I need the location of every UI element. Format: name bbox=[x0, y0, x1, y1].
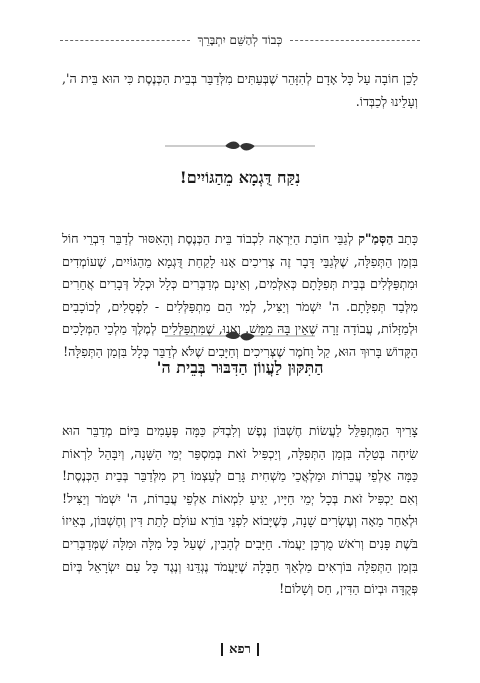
ornament-divider bbox=[165, 139, 315, 153]
running-title: כְּבוֹד לְהַשֵּׁם יִתְבָּרֵךְ bbox=[197, 32, 283, 47]
source-name-bold: הַסְּמַ"ק bbox=[358, 231, 394, 246]
section-title-1: נִקַּח דֻּגְמָא מֵהַגּוֹיִים! bbox=[179, 168, 301, 187]
paragraph-section-2: צָרִיךְ הַמִּתְפַּלֵּל לַעֲשׂוֹת חֶשְׁבּוֹן נֶפֶשׁ וְלִבְדֹּק כַּמָּה פְּעָמִים בַּיּוֹם מְדַבֵּר הוּא שִׂיחָה בְּטֵלָה בִּזְמַן הַתְּפִלָּה, וְיַכְפִּיל זֹאת בְּמִסְפַּר יְמֵי הַשָּׁנָה, וְיִבָּהֵל לִרְאוֹת כַּמָּה אַלְפֵי עֲבֵרוֹת וּמַלְאֲכֵי מַשְׁחִית גָּרַם לְעַצְמוֹ רַק מִלְּדַבֵּר בְּבֵית הַכְּנֶסֶת! וְאִם יַכְפִּיל זֹאת בְּכָל יְמֵי חַיָּיו, יַגִּיעַ לִמְאוֹת אַלְפֵי עֲבֵרוֹת, ה' יִשְׁמֹר וְיַצִּיל! וּלְאַחַר מֵאָה וְעֶשְׂרִים שָׁנָה, כְּשֶׁיָּבוֹא לִפְנֵי בּוֹרֵא עוֹלָם לָתֵת דִּין וְחֶשְׁבּוֹן, בְּאֵיזוֹ בֹּשֶׁת פָּנִים וְרֹאשׁ מֻרְכָּן יַעֲמֹד. חַיָּבִים לְהָבִין, שֶׁעַל כָּל מִלָּה וּמִלָּה שֶׁמְּדַבְּרִים בִּזְמַן הַתְּפִלָּה בּוֹרְאִים מַלְאַךְ חַבָּלָה שֶׁיַּעֲמֹד נֶגְדֵּנוּ וְנֶגֶד כָּל עַם יִשְׂרָאֵל בְּיוֹם פְּקֻדָּה וּבְיוֹם הַדִּין, חַס וְשָׁלוֹם! bbox=[62, 423, 418, 597]
paragraph-section-1 bbox=[62, 228, 418, 364]
footer-bar-right bbox=[257, 643, 259, 656]
page-footer bbox=[0, 641, 480, 657]
section-title-2: הַתִּקּוּן לַעֲווֹן הַדִּבּוּר בְּבֵית ה' bbox=[156, 358, 324, 377]
paragraph-intro: לָכֵן חוֹבָה עַל כָּל אָדָם לְהִזָּהֵר שֶׁבְּעֵתִּים מִלְּדַבֵּר בְּבֵית הַכְּנֶסֶת כִּי הוּא בֵּית ה', וְעָלֵינוּ לְכַבְּדוֹ. bbox=[62, 71, 418, 109]
header-rule-left bbox=[60, 40, 190, 41]
running-header bbox=[60, 30, 420, 50]
header-rule-right bbox=[290, 40, 420, 41]
page-number: רפא bbox=[229, 642, 251, 657]
paragraph-section-1-body: לְגַבֵּי חוֹבַת הַיִּרְאָה לִכְבוֹד בֵּית הַכְּנֶסֶת וְהָאִסּוּר לְדַבֵּר דִּבְרֵי חוֹל בִּזְמַן הַתְּפִלָּה, שֶׁלְּגַבֵּי דָּבָר זֶה צְרִיכִים אָנוּ לָקַחַת דֻּגְמָא מֵהַגּוֹיִים, שֶׁעוֹמְדִים וּמִתְפַּלְּלִים בְּבֵית תְּפִלָּתָם כְּאִלְּמִים, וְאֵינָם מְדַבְּרִים כְּלָל וּכְלָל דְּבָרִים אֲחֵרִים מִלְּבַד תְּפִלָּתָם. ה' יִשְׁמֹר וְיַצִּיל, לְמִי הֵם מִתְפַּלְּלִים - לִפְסָלִים, לְכוֹכָבִים וּלְמַזָּלוֹת, עֲבוֹדָה זָרָה שֶׁאֵין בָּהּ מַמָּשׁ. וְאָנוּ, שֶׁמִּתְפַּלְּלִים לְמֶלֶךְ מַלְכֵי הַמְּלָכִים הַקָּדוֹשׁ בָּרוּךְ הוּא, קַל וָחֹמֶר שֶׁצְּרִיכִים וְחַיָּבִים שֶׁלֹּא לְדַבֵּר כְּלָל בִּזְמַן הַתְּפִלָּה! bbox=[62, 231, 418, 359]
footer-bar-left bbox=[221, 643, 223, 656]
ornament-divider bbox=[165, 329, 315, 343]
paragraph-section-1-opening: כָּתַב bbox=[393, 231, 418, 246]
